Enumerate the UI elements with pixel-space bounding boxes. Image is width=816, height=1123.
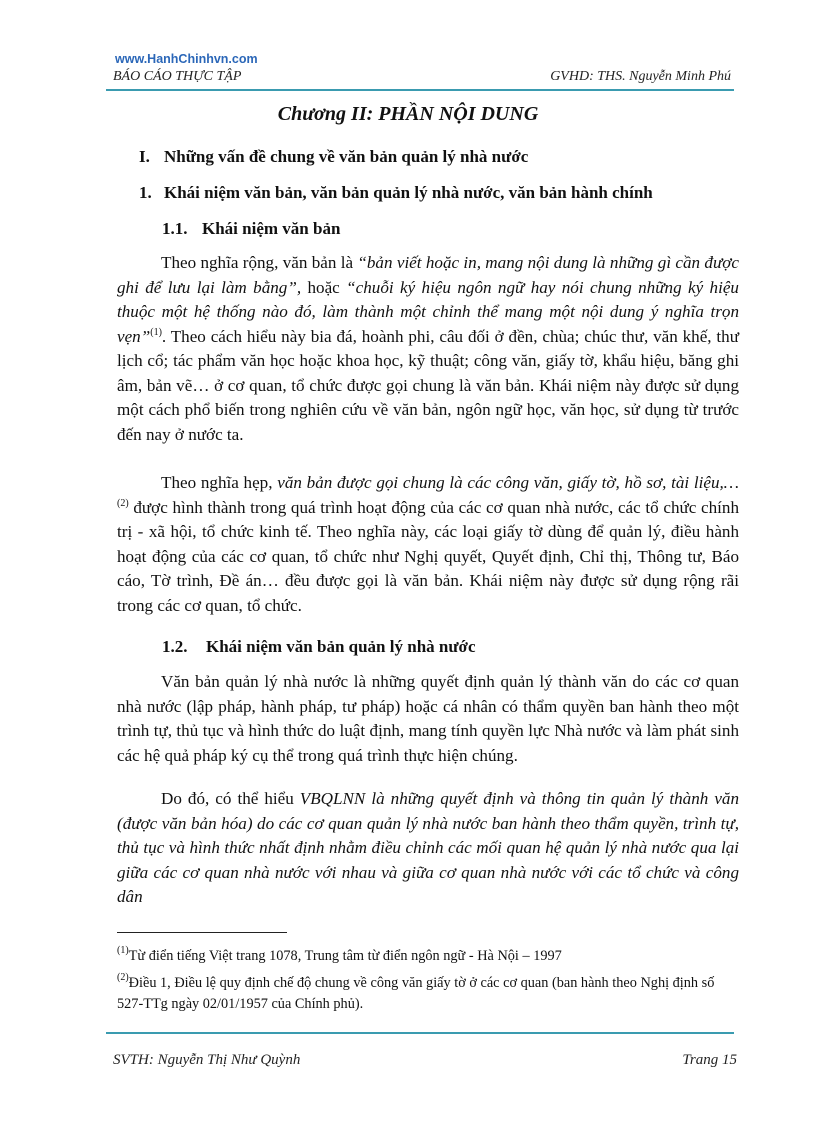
site-watermark: www.HanhChinhvn.com: [115, 52, 258, 66]
footnote-ref-2: (2): [117, 497, 129, 509]
page-footer: [113, 1052, 737, 1069]
student-name: SVTH: Nguyễn Thị Như Quỳnh: [113, 1052, 301, 1068]
section-title: Khái niệm văn bản, văn bản quản lý nhà nước, văn bản hành chính: [164, 183, 653, 202]
vbqlnn-definition: VBQLNN là những quyết định và thông tin quản lý thành văn (được văn bản hóa) do các cơ quan quản lý nhà nước ban hành theo thẩm quyền, trình tự, thủ tục và hình thức nhất định nhằm điều chỉnh các mối quan hệ quản lý nhà nước qua lại giữa các cơ quan nhà nước với nhau và giữa cơ quan nhà nước với các tổ chức và công dân: [117, 789, 739, 906]
section-number: 1.1.: [162, 219, 188, 238]
quote-3: văn bản được gọi chung là các công văn, giấy tờ, hồ sơ, tài liệu,…: [277, 473, 739, 492]
section-title: Khái niệm văn bản: [202, 219, 341, 238]
report-title: BÁO CÁO THỰC TẬP: [113, 69, 242, 84]
quote-2: “chuỗi ký hiệu ngôn ngữ hay nói chung những ký hiệu thuộc một hệ thống nào đó, làm thành một chỉnh thể mang một nội dung ý nghĩa trọn vẹn”: [117, 277, 739, 346]
supervisor: GVHD: THS. Nguyễn Minh Phú: [550, 69, 731, 84]
footer-divider: [106, 1032, 734, 1034]
section-number: 1.: [139, 183, 152, 202]
section-heading-1-1: [162, 219, 340, 239]
section-heading-I: [139, 147, 528, 167]
page-header: [113, 69, 731, 85]
footnote-divider: [117, 932, 287, 933]
paragraph-broad-definition: Theo nghĩa rộng, văn bản là “bản viết hoặc in, mang nội dung là những gì cần được ghi để lưu lại làm bằng”, hoặc “chuỗi ký hiệu ngôn ngữ hay nói chung những ký hiệu thuộc một hệ thống nào đó, làm thành một chỉnh thể mang một nội dung ý nghĩa trọn vẹn”$^{(1)}$. Theo cách hiểu này bia đá, hoành phi, câu đối ở đền, chùa; chúc thư, văn khế, thư lịch cổ; tác phẩm văn học hoặc khoa học, kỹ thuật; công văn, giấy tờ, khẩu hiệu, băng ghi âm, bản vẽ… ở cơ quan, tổ chức được gọi chung là văn bản. Khái niệm này được sử dụng một cách phổ biến trong nghiên cứu về văn bản, ngôn ngữ học, văn học, sử dụng từ trước đến nay ở nước ta.: [117, 253, 739, 444]
section-heading-1-2: [162, 637, 476, 657]
footnote-ref-1: (1): [150, 326, 162, 338]
section-heading-1: [139, 183, 653, 203]
chapter-title: Chương II: PHẦN NỘI DUNG: [277, 103, 539, 125]
footnote-2: $^{(2)}$Điều 1, Điều lệ quy định chế độ chung về công văn giấy tờ ở các cơ quan (ban hành theo Nghị định số 527-TTg ngày 02/01/1957 của Chính phủ).: [117, 972, 715, 1012]
header-divider: [106, 89, 734, 91]
paragraph-vbqlnn: Do đó, có thể hiểu VBQLNN là những quyết định và thông tin quản lý thành văn (được văn bản hóa) do các cơ quan quản lý nhà nước ban hành theo thẩm quyền, trình tự, thủ tục và hình thức nhất định nhằm điều chỉnh các mối quan hệ quản lý nhà nước qua lại giữa các cơ quan nhà nước với nhau và giữa cơ quan nhà nước với các tổ chức và công dân: [117, 789, 739, 906]
quote-1: “bản viết hoặc in, mang nội dung là những gì cần được ghi để lưu lại làm bằng”,: [117, 253, 739, 297]
section-title: Những vấn đề chung về văn bản quản lý nhà nước: [164, 147, 529, 166]
page-number: Trang 15: [682, 1052, 737, 1068]
paragraph-narrow-definition: Theo nghĩa hẹp, văn bản được gọi chung là các công văn, giấy tờ, hồ sơ, tài liệu,…$^{(2)}$ được hình thành trong quá trình hoạt động của các cơ quan nhà nước, các tổ chức chính trị - xã hội, tổ chức kinh tế. Theo nghĩa này, các loại giấy tờ dùng để quản lý, điều hành hoạt động của các cơ quan, tổ chức như Nghị quyết, Quyết định, Chỉ thị, Thông tư, Báo cáo, Tờ trình, Đề án… đều được gọi là văn bản. Khái niệm này được sử dụng rộng rãi trong các cơ quan, tổ chức.: [117, 473, 739, 615]
paragraph-state-document: Văn bản quản lý nhà nước là những quyết định quản lý thành văn do các cơ quan nhà nước (lập pháp, hành pháp, tư pháp) hoặc cá nhân có thẩm quyền ban hành theo một trình tự, thủ tục và hình thức do luật định, mang tính quyền lực Nhà nước và làm phát sinh các hệ quả pháp ký cụ thể trong quá trình thực hiện chúng.: [117, 672, 739, 765]
footnote-1: $^{(1)}$Từ điển tiếng Việt trang 1078, Trung tâm từ điển ngôn ngữ - Hà Nội – 1997: [117, 945, 562, 964]
section-number: 1.2.: [162, 637, 188, 656]
section-number: I.: [139, 147, 150, 166]
section-title: Khái niệm văn bản quản lý nhà nước: [206, 637, 476, 656]
